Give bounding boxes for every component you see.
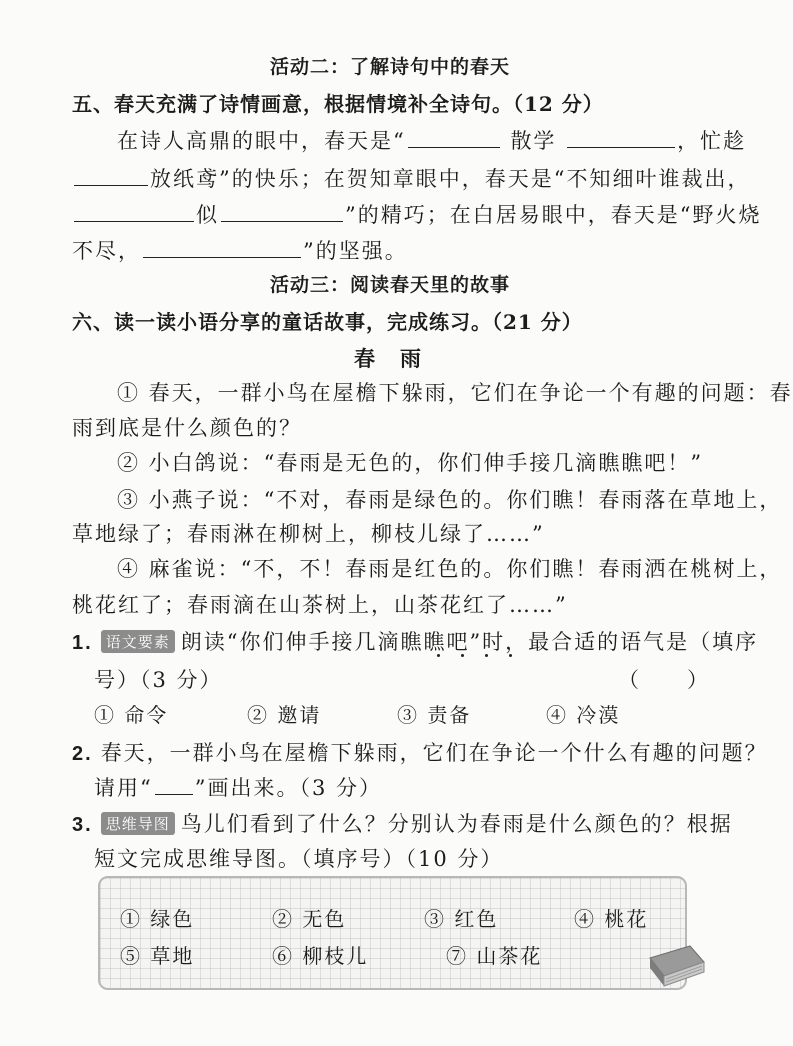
blank-1[interactable] bbox=[408, 146, 500, 148]
options-box bbox=[98, 876, 687, 990]
q2-line1 bbox=[72, 737, 768, 767]
q3-option-4[interactable]: ④ 桃花 bbox=[574, 907, 649, 931]
story-para1-line1: ① 春天，一群小鸟在屋檐下躲雨，它们在争论一个有趣的问题：春 bbox=[117, 381, 793, 405]
blank-6[interactable] bbox=[143, 256, 301, 258]
q3-number: 3. bbox=[72, 814, 93, 836]
blank-2[interactable] bbox=[567, 146, 675, 148]
section5-title: 五、春天充满了诗情画意，根据情境补全诗句。（12 分） bbox=[72, 92, 604, 116]
book-icon bbox=[646, 940, 706, 990]
emphasis-dot bbox=[485, 654, 488, 657]
emphasis-dot bbox=[461, 654, 464, 657]
story-para3-line1: ③ 小燕子说：“不对，春雨是绿色的。你们瞧！春雨落在草地上， bbox=[117, 488, 783, 512]
blank-5[interactable] bbox=[221, 220, 343, 222]
story-para3-line2: 草地绿了；春雨淋在柳树上，柳枝儿绿了……” bbox=[72, 522, 545, 546]
q3-option-3[interactable]: ③ 红色 bbox=[424, 907, 499, 931]
section5-line3-text-a: 似 bbox=[196, 203, 219, 227]
section6-title: 六、读一读小语分享的童话故事，完成练习。（21 分） bbox=[72, 310, 583, 334]
q3-option-1[interactable]: ① 绿色 bbox=[120, 907, 195, 931]
q2-text-line2-b: ”画出来。（3 分） bbox=[194, 776, 383, 800]
activity3-heading: 活动三：阅读春天里的故事 bbox=[270, 274, 511, 296]
blank-3[interactable] bbox=[74, 184, 148, 186]
q2-text-line1: 春天，一群小鸟在屋檐下躲雨，它们在争论一个什么有趣的问题？ bbox=[100, 741, 768, 765]
q3-option-2[interactable]: ② 无色 bbox=[272, 907, 347, 931]
story-title: 春 雨 bbox=[354, 346, 423, 371]
q2-line2 bbox=[94, 772, 382, 802]
section5-line1-text-a: 在诗人高鼎的眼中，春天是“ bbox=[117, 129, 406, 153]
q3-text-line1: 鸟儿们看到了什么？分别认为春雨是什么颜色的？根据 bbox=[180, 812, 733, 836]
section5-line1 bbox=[117, 125, 746, 155]
q1-line1 bbox=[72, 626, 758, 656]
underline-sample bbox=[155, 793, 193, 795]
section5-line4-text-a: 不尽， bbox=[72, 239, 141, 263]
q1-text-line2: 号）（3 分） bbox=[94, 668, 223, 692]
q3-line1 bbox=[72, 808, 733, 838]
section5-line4 bbox=[72, 235, 408, 265]
emphasis-dot bbox=[437, 654, 440, 657]
story-para2: ② 小白鸽说：“春雨是无色的，你们伸手接几滴瞧瞧吧！” bbox=[117, 451, 704, 475]
blank-4[interactable] bbox=[74, 220, 194, 222]
section5-line3 bbox=[72, 199, 761, 229]
q2-text-line2-a: 请用“ bbox=[94, 776, 153, 800]
q1-answer-paren[interactable]: （ ） bbox=[618, 668, 710, 692]
section5-line3-text-b: ”的精巧；在白居易眼中，春天是“野火烧 bbox=[345, 203, 762, 227]
q1-option-3[interactable]: ③ 责备 bbox=[397, 703, 472, 727]
section5-line2 bbox=[72, 163, 750, 193]
q3-option-7[interactable]: ⑦ 山茶花 bbox=[446, 944, 543, 968]
section5-line1-text-c: ，忙趁 bbox=[677, 129, 747, 153]
q1-number: 1. bbox=[72, 632, 93, 654]
q3-text-line2: 短文完成思维导图。（填序号）（10 分） bbox=[94, 847, 504, 871]
q1-tag: 语文要素 bbox=[101, 630, 175, 653]
section5-line2-text: 放纸鸢”的快乐；在贺知章眼中，春天是“不知细叶谁裁出， bbox=[150, 167, 751, 191]
q1-option-4[interactable]: ④ 冷漠 bbox=[546, 703, 621, 727]
story-para4-line2: 桃花红了；春雨滴在山茶树上，山茶花红了……” bbox=[72, 593, 568, 617]
q1-text-line1: 朗读“你们伸手接几滴瞧瞧吧”时，最合适的语气是（填序 bbox=[180, 630, 759, 654]
story-para4-line1: ④ 麻雀说：“不，不！春雨是红色的。你们瞧！春雨洒在桃树上， bbox=[117, 557, 783, 581]
emphasis-dot bbox=[509, 654, 512, 657]
q3-option-5[interactable]: ⑤ 草地 bbox=[120, 944, 195, 968]
q3-option-6[interactable]: ⑥ 柳枝儿 bbox=[272, 944, 369, 968]
q1-option-1[interactable]: ① 命令 bbox=[94, 703, 169, 727]
q2-number: 2. bbox=[72, 743, 93, 765]
section5-line4-text-b: ”的坚强。 bbox=[303, 239, 408, 263]
section5-line1-text-b: 散学 bbox=[510, 129, 557, 153]
story-para1-line2: 雨到底是什么颜色的？ bbox=[72, 416, 302, 440]
q3-tag: 思维导图 bbox=[101, 812, 175, 835]
activity2-heading: 活动二：了解诗句中的春天 bbox=[270, 56, 511, 78]
q1-option-2[interactable]: ② 邀请 bbox=[247, 703, 322, 727]
